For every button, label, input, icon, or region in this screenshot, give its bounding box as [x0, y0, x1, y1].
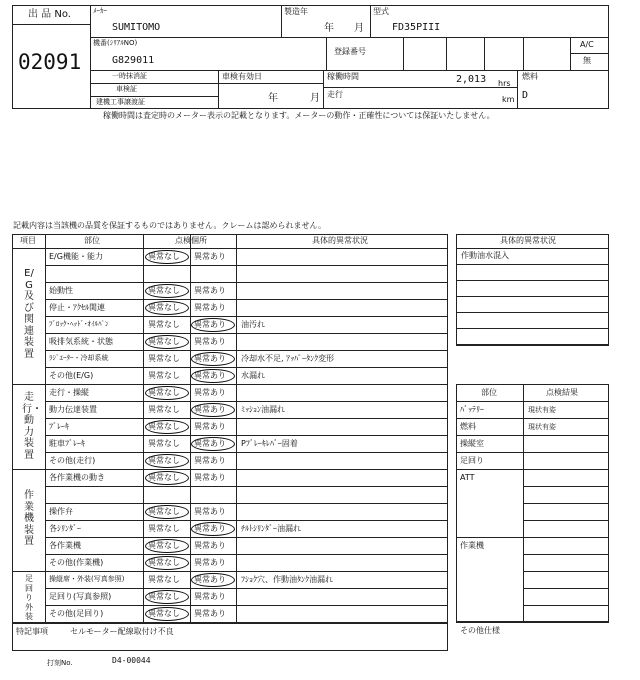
row-part-label: その他(作業機): [49, 558, 104, 567]
option-abnormal[interactable]: 異常あり: [194, 439, 226, 448]
remarks-label: 特記事項: [16, 627, 48, 636]
option-normal[interactable]: 異常なし: [148, 575, 180, 584]
side-results-value: 現状有姿: [528, 406, 556, 414]
remarks-text: セルモーター配線取付け不良: [70, 627, 174, 636]
row-part-label: 動力伝達装置: [49, 405, 97, 414]
row-detail: ﾌｼｮｸ穴、作動油ﾀﾝｸ油漏れ: [241, 575, 333, 584]
option-abnormal[interactable]: 異常あり: [194, 575, 226, 584]
option-abnormal[interactable]: 異常あり: [194, 371, 226, 380]
option-normal[interactable]: 異常なし: [148, 354, 180, 363]
row-part-label: 足回り(写真参照): [49, 592, 112, 601]
row-part-label: 操縦席・外装(写真参照): [49, 575, 125, 583]
row-part-label: E/G機能・能力: [49, 252, 103, 261]
month-unit: 月: [354, 23, 364, 34]
option-normal[interactable]: 異常なし: [148, 303, 180, 312]
side-results-part: 操縦室: [460, 439, 484, 448]
option-abnormal[interactable]: 異常あり: [194, 405, 226, 414]
selected-abnormal-circle: [191, 522, 235, 536]
option-normal[interactable]: 異常なし: [148, 592, 180, 601]
option-normal[interactable]: 異常なし: [148, 473, 180, 482]
option-abnormal[interactable]: 異常あり: [194, 252, 226, 261]
row-detail: Pﾌﾞﾚｰｷﾚﾊﾞｰ固着: [241, 439, 298, 448]
option-abnormal[interactable]: 異常あり: [194, 422, 226, 431]
option-normal[interactable]: 異常なし: [148, 541, 180, 550]
option-abnormal[interactable]: 異常あり: [194, 524, 226, 533]
temp-permit-label: 一時抹消証: [112, 72, 147, 80]
col-detail-header: 具体的異常状況: [312, 236, 368, 245]
expiry-month-unit: 月: [310, 93, 320, 104]
option-normal[interactable]: 異常なし: [148, 371, 180, 380]
hours-unit: hrs: [498, 79, 511, 88]
side-results-result-header: 点検結果: [546, 388, 578, 397]
row-detail: ﾁﾙﾄｼﾘﾝﾀﾞｰ油漏れ: [241, 524, 301, 533]
option-abnormal[interactable]: 異常あり: [194, 558, 226, 567]
selected-normal-circle: [145, 590, 189, 604]
side-results-part: 燃料: [460, 422, 476, 431]
option-normal[interactable]: 異常なし: [148, 507, 180, 516]
row-detail: 水漏れ: [241, 371, 265, 380]
option-abnormal[interactable]: 異常あり: [194, 354, 226, 363]
option-abnormal[interactable]: 異常あり: [194, 456, 226, 465]
option-abnormal[interactable]: 異常あり: [194, 388, 226, 397]
selected-normal-circle: [145, 250, 189, 264]
side-results-part: 足回り: [460, 456, 484, 465]
disclaimer: 記載内容は当該機の品質を保証するものではありません。クレームは認められません。: [13, 221, 326, 230]
side-results-part: その他仕様: [460, 626, 500, 635]
option-normal[interactable]: 異常なし: [148, 422, 180, 431]
group-engine-label: E/G及び関連装置: [24, 268, 34, 360]
option-normal[interactable]: 異常なし: [148, 405, 180, 414]
row-detail: ﾐｯｼｮﾝ油漏れ: [241, 405, 285, 414]
distance-unit: km: [502, 95, 515, 104]
option-normal[interactable]: 異常なし: [148, 524, 180, 533]
selected-normal-circle: [145, 556, 189, 570]
option-normal[interactable]: 異常なし: [148, 252, 180, 261]
selected-normal-circle: [145, 471, 189, 485]
row-part-label: 駐車ﾌﾞﾚｰｷ: [49, 439, 85, 448]
option-abnormal[interactable]: 異常あり: [194, 507, 226, 516]
option-abnormal[interactable]: 異常あり: [194, 303, 226, 312]
option-normal[interactable]: 異常なし: [148, 558, 180, 567]
row-part-label: 走行・操縦: [49, 388, 89, 397]
fuel-label: 燃料: [522, 72, 538, 81]
hours-note: 稼働時間は査定時のメーター表示の記載となります。メーターの動作・正確性については保証いたしません。: [103, 111, 495, 120]
row-part-label: ﾌﾞﾚｰｷ: [49, 422, 69, 431]
option-abnormal[interactable]: 異常あり: [194, 286, 226, 295]
side-results-value: 現状有姿: [528, 423, 556, 431]
stamp-value: D4-00044: [112, 656, 151, 665]
model-value: FD35PIII: [392, 22, 441, 33]
selected-normal-circle: [145, 454, 189, 468]
option-normal[interactable]: 異常なし: [148, 320, 180, 329]
option-normal[interactable]: 異常なし: [148, 439, 180, 448]
selected-abnormal-circle: [191, 369, 235, 383]
maker-label: ﾒｰｶｰ: [93, 7, 107, 15]
side-results-part: ATT: [460, 473, 475, 482]
selected-normal-circle: [145, 335, 189, 349]
selected-normal-circle: [145, 301, 189, 315]
option-normal[interactable]: 異常なし: [148, 609, 180, 618]
ac-label: A/C: [580, 40, 594, 49]
group-drive-label: 走行・動力装置: [22, 392, 42, 461]
row-part-label: 操作弁: [49, 507, 73, 516]
col-check-header: 点検個所: [175, 236, 207, 245]
side-detail-line: 作動油水混入: [461, 251, 509, 260]
row-part-label: ﾗｼﾞｴｰﾀｰ・冷却系統: [49, 354, 109, 362]
row-part-label: 始動性: [49, 286, 73, 295]
selected-normal-circle: [145, 284, 189, 298]
stamp-label: 打刻No.: [47, 659, 73, 667]
year-unit: 年: [324, 23, 334, 34]
group-chassis-label: 足回り外装: [25, 574, 33, 622]
selected-normal-circle: [145, 420, 189, 434]
serial-value: G829011: [112, 55, 155, 66]
selected-abnormal-circle: [191, 403, 235, 417]
distance-label: 走行: [327, 90, 343, 99]
shuppin-number: 02091: [18, 50, 82, 74]
year-label: 製造年: [284, 7, 308, 16]
fuel-value: D: [522, 90, 529, 101]
registration-label: 登録番号: [334, 47, 366, 56]
row-part-label: ﾌﾞﾛｯｸ･ﾍｯﾄﾞ･ｵｲﾙﾊﾟﾝ: [49, 320, 109, 328]
hours-label: 稼働時間: [327, 72, 359, 81]
row-part-label: その他(足回り): [49, 609, 104, 618]
heavy-cert-label: 建機工事譲渡証: [96, 98, 145, 106]
col-part-header: 部位: [84, 236, 100, 245]
expiry-year-unit: 年: [268, 93, 278, 104]
hours-value: 2,013: [456, 74, 487, 85]
row-detail: 冷却水不足, ｱｯﾊﾟｰﾀﾝｸ変形: [241, 354, 335, 363]
option-normal[interactable]: 異常なし: [148, 337, 180, 346]
group-work-label: 作業機装置: [24, 490, 34, 547]
row-part-label: その他(E/G): [49, 371, 94, 380]
side-results-part: 作業機: [460, 541, 484, 550]
inspection-expiry-label: 車検有効日: [222, 72, 262, 81]
row-part-label: 各ｼﾘﾝﾀﾞｰ: [49, 524, 81, 533]
shuppin-label: 出 品 No.: [28, 9, 71, 20]
serial-label: 機番(ｼﾘｱﾙNO): [93, 39, 138, 47]
row-detail: 油汚れ: [241, 320, 265, 329]
ac-value: 無: [583, 56, 591, 65]
option-abnormal[interactable]: 異常あり: [194, 541, 226, 550]
selected-normal-circle: [145, 386, 189, 400]
option-abnormal[interactable]: 異常あり: [194, 592, 226, 601]
inspection-cert-label: 車検証: [116, 85, 137, 93]
selected-abnormal-circle: [191, 352, 235, 366]
option-abnormal[interactable]: 異常あり: [194, 337, 226, 346]
side-detail-header: 具体的異常状況: [500, 236, 556, 245]
option-abnormal[interactable]: 異常あり: [194, 609, 226, 618]
row-part-label: その他(走行): [49, 456, 96, 465]
col-item-header: 項目: [20, 236, 36, 245]
row-part-label: 各作業機: [49, 541, 81, 550]
side-results-part-header: 部位: [481, 388, 497, 397]
option-abnormal[interactable]: 異常あり: [194, 473, 226, 482]
option-normal[interactable]: 異常なし: [148, 286, 180, 295]
option-normal[interactable]: 異常なし: [148, 388, 180, 397]
selected-abnormal-circle: [191, 437, 235, 451]
maker-value: SUMITOMO: [112, 22, 161, 33]
selected-abnormal-circle: [191, 318, 235, 332]
selected-normal-circle: [145, 607, 189, 621]
selected-abnormal-circle: [191, 573, 235, 587]
selected-normal-circle: [145, 539, 189, 553]
row-part-label: 吸排気系統・状態: [49, 337, 113, 346]
option-abnormal[interactable]: 異常あり: [194, 320, 226, 329]
row-part-label: 停止・ｱｸｾﾙ関連: [49, 303, 105, 312]
option-normal[interactable]: 異常なし: [148, 456, 180, 465]
selected-normal-circle: [145, 505, 189, 519]
model-label: 型式: [373, 7, 389, 16]
row-part-label: 各作業機の動き: [49, 473, 105, 482]
side-results-part: ﾊﾞｯﾃﾘｰ: [460, 405, 484, 414]
